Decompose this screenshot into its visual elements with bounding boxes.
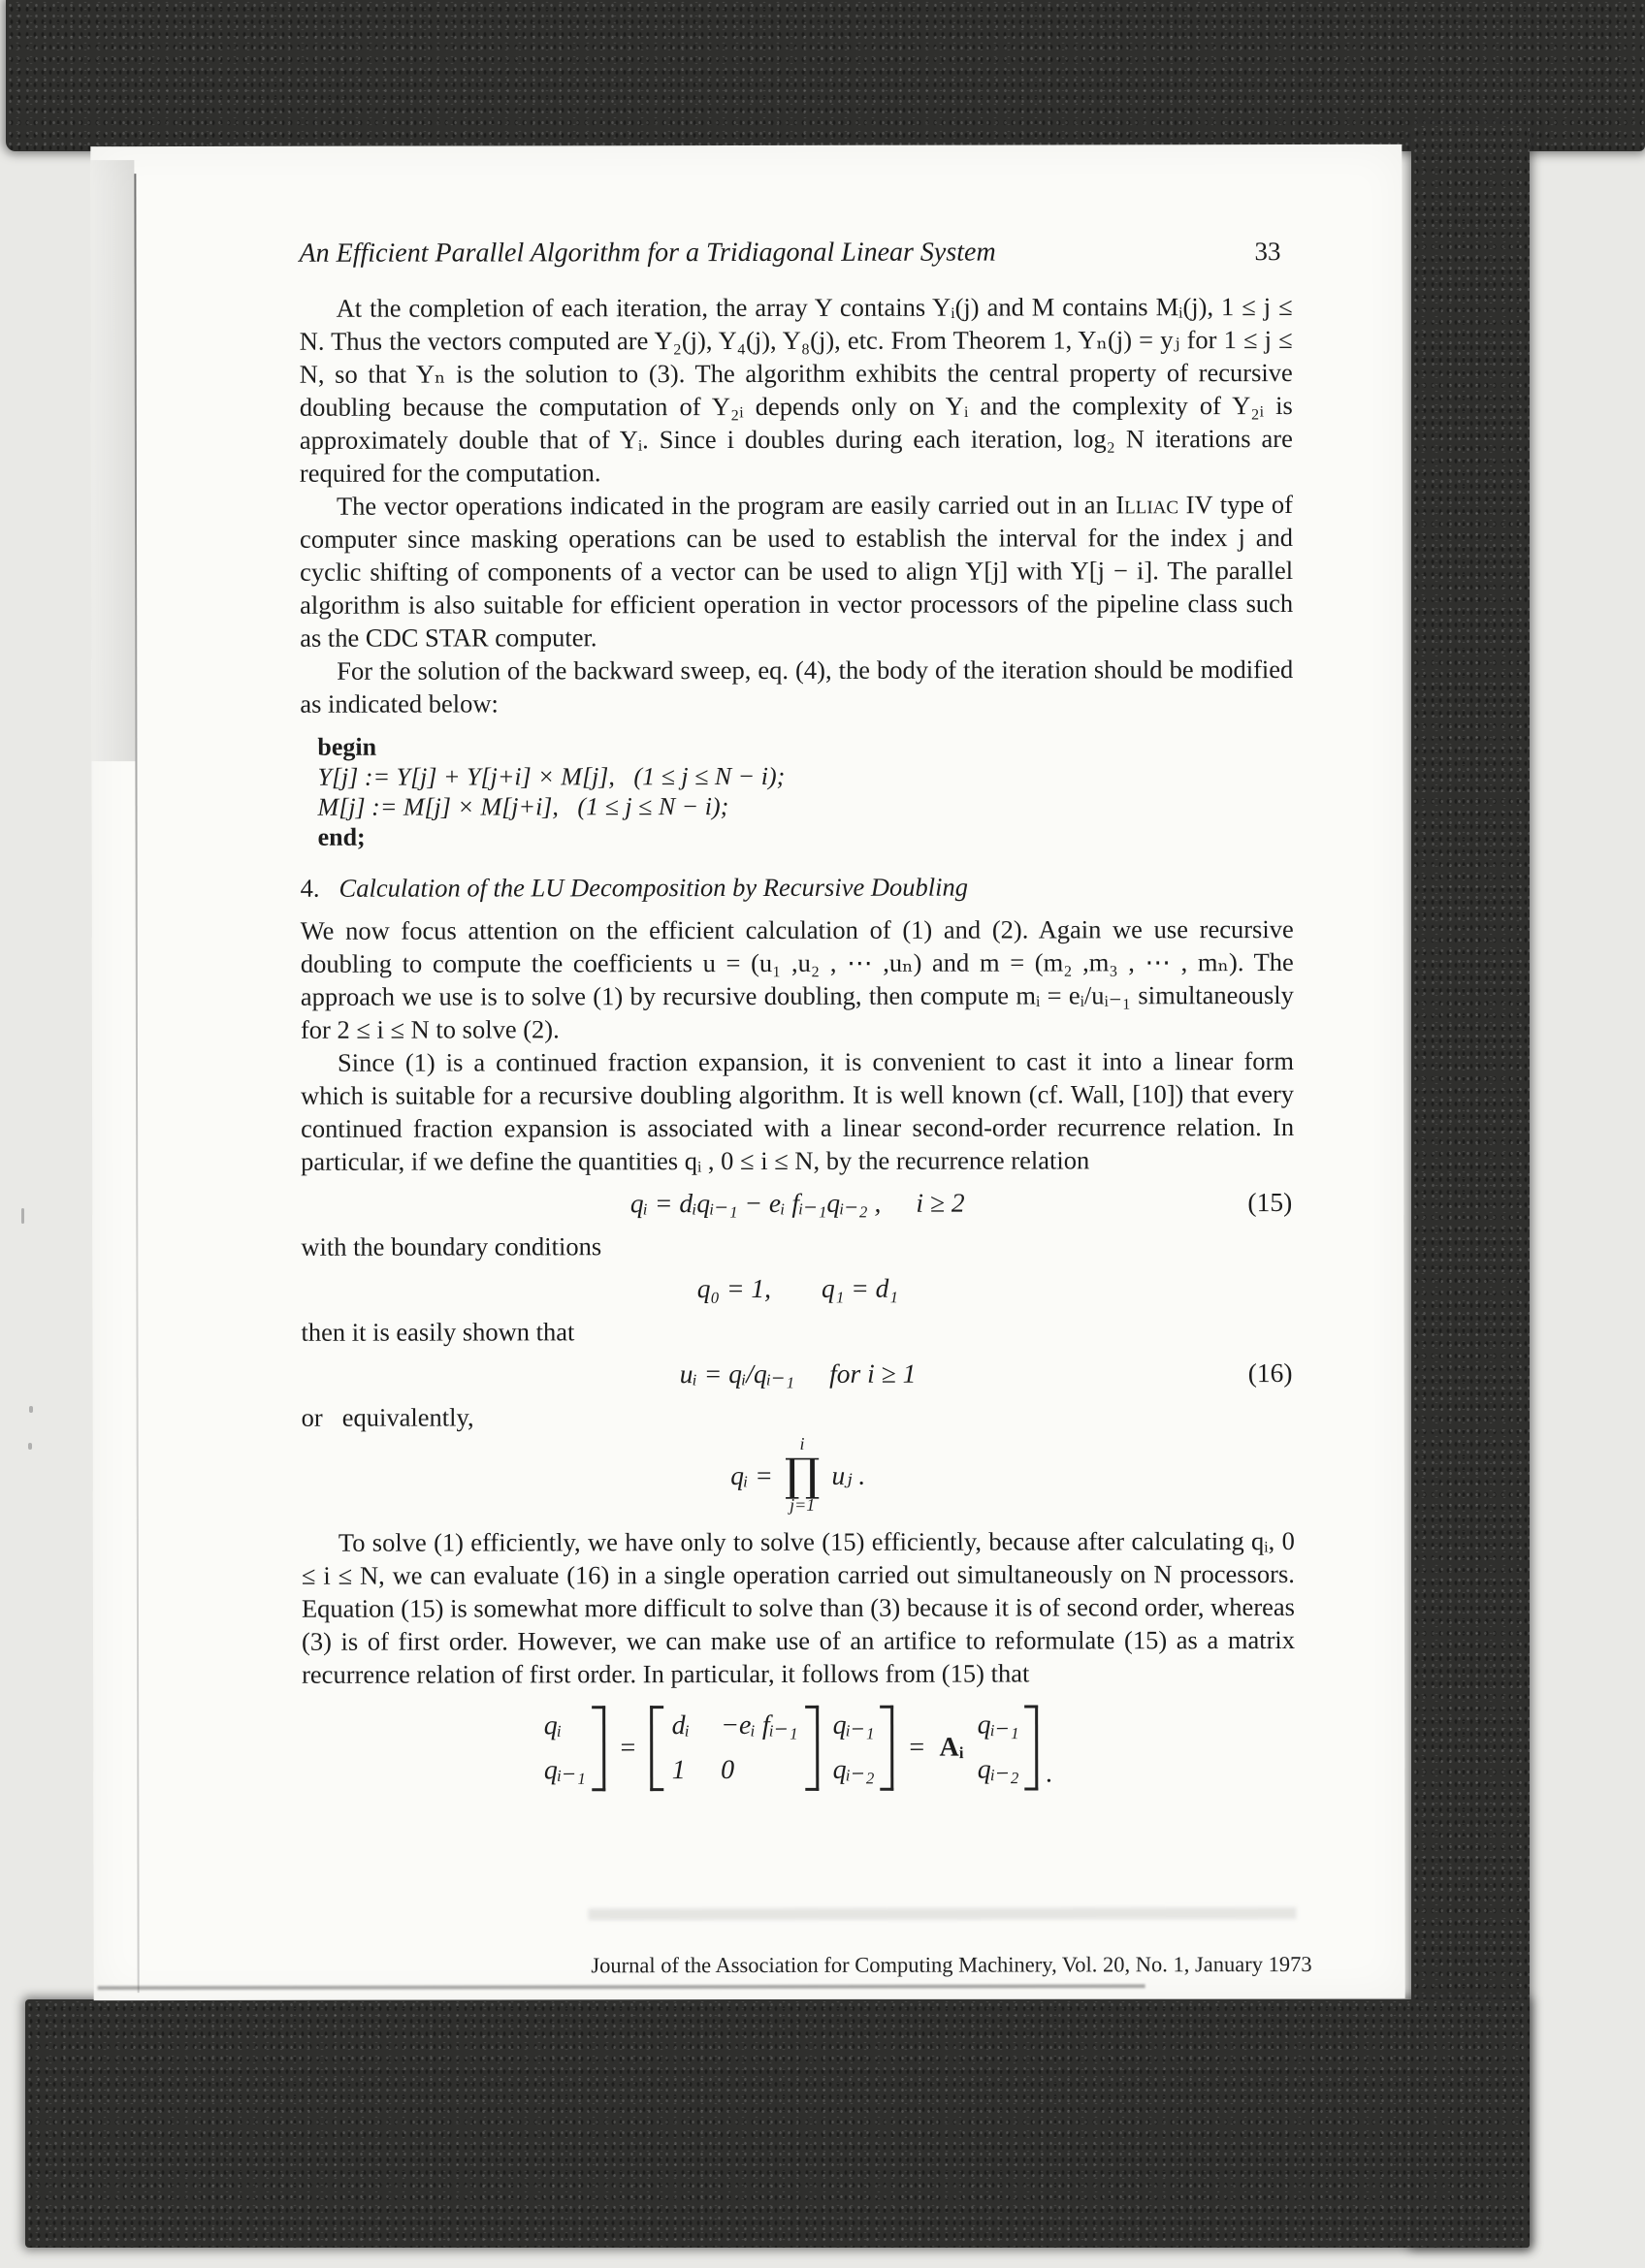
equation-15-condition: i ≥ 2 [916,1187,965,1218]
paragraph-iteration: At the completion of each iteration, the array Y contains Yᵢ(j) and M contains Mᵢ(j), 1 ≤ j ≤ N. Thus the vectors computed are Y₂(j), Y₄(j), Y₈(j), etc. From Theorem 1, Yₙ(j) = yⱼ for 1 ≤ j ≤ N, so that Yₙ is the solution to (3). The algorithm exhibits the central property of recursive doubling because the computation of Y₂ᵢ depends only on Yᵢ and the complexity of Y₂ᵢ is approximately double that of Yᵢ. Since i doubles during each iteration, log₂ N iterations are required for the computation. [299,292,1293,488]
left-bracket [651,1706,664,1791]
code-end: end; [317,822,366,851]
paragraph-solve-efficiently: To solve (1) efficiently, we have only to solve (15) efficiently, because after calculating qᵢ, 0 ≤ i ≤ N, we can evaluate (16) in a single operation carried out simultaneously on N processors. Equation (15) is somewhat more difficult to solve than (3) because it is of second order, whereas (3) is of first order. However, we can make use of an artifice to reformulate (15) as a matrix recurrence relation of first order. In particular, it follows from (15) that [301,1526,1296,1690]
paragraph-backward-sweep: For the solution of the backward sweep, eq. (4), the body of the iteration should be modified as indicated below: [300,655,1294,719]
vector-qi-1 [833,1706,894,1791]
code-line-y: Y[j] := Y[j] + Y[j+i] × M[j], (1 ≤ j ≤ N − i); [317,761,786,791]
equals-sign: = [618,1733,637,1764]
running-header [299,235,1292,271]
equiv-word: equivalently, [341,1402,474,1432]
boundary-conditions-intro: with the boundary conditions [301,1231,602,1262]
scan-artifact-dot [28,1443,32,1450]
boundary-conditions-equation [301,1271,1294,1306]
paragraph-illiac-pre: The vector operations indicated in the program are easily carried out in an [336,490,1116,521]
matrix-a-symbol: Aᵢ [939,1732,964,1763]
running-head-title: An Efficient Parallel Algorithm for a Tridiagonal Linear System [299,237,996,269]
scan-artifact-scuff-line [98,1984,1145,1990]
matrix-d: dᵢ [671,1710,691,1741]
vector-qi-2 [978,1706,1039,1791]
product-rhs: uⱼ . [831,1459,866,1490]
page-fold-line [134,174,139,1993]
matrix-one: 1 [671,1755,686,1786]
equation-16-body: uᵢ = qᵢ/qᵢ₋₁ [679,1358,795,1390]
equivalently-intro [302,1399,1295,1434]
section-heading [301,870,1294,905]
equation-period: . [1046,1758,1053,1789]
right-bracket [592,1707,605,1792]
code-block [317,730,1293,852]
equation-16-condition: for i ≥ 1 [829,1358,917,1389]
right-bracket [806,1706,820,1791]
equation-16-label: (16) [1247,1358,1293,1389]
paragraph-focus: We now focus attention on the efficient calculation of (1) and (2). Again we use recursive doubling to compute the coefficients u = (u₁ ,u₂ , ⋯ ,uₙ) and m = (m₂ ,m₃ , ⋯ , mₙ). The approach we use is to solve (1) by recursive doubling, then compute mᵢ = eᵢ/uᵢ₋₁ simultaneously for 2 ≤ i ≤ N to solve (2). [300,914,1294,1044]
product-lower-limit: j=1 [790,1495,816,1516]
code-begin: begin [317,732,377,761]
section-title: Calculation of the LU Decomposition by Recursive Doubling [339,872,968,903]
right-bracket [880,1706,893,1791]
vector-qi1-top: qᵢ₋₁ [832,1710,875,1741]
vector-qi [544,1707,605,1792]
scan-border-top [6,0,1645,151]
product-symbol-icon: ∏ [784,1448,821,1501]
boundary-q0: q₀ = 1, [696,1272,772,1304]
right-bracket [1025,1706,1039,1791]
vector-qi-bottom: qᵢ₋₁ [543,1755,586,1786]
product-operator [785,1435,821,1516]
paper-page [90,144,1404,2000]
paragraph-continued-fraction: Since (1) is a continued fraction expansion, it is convenient to cast it into a linear form which is suitable for a recursive doubling algorithm. It is well known (cf. Wall, [10]) that every continued fraction expansion is associated with a linear second-order recurrence relation. In particular, if we define the quantities qᵢ , 0 ≤ i ≤ N, by the recurrence relation [301,1046,1295,1176]
equation-16 [302,1357,1295,1391]
page-fold-shadow [90,160,135,761]
scan-artifact-tick [21,1208,24,1224]
equation-15 [301,1186,1294,1221]
equation-15-label: (15) [1247,1187,1293,1218]
code-line-m: M[j] := M[j] × M[j+i], (1 ≤ j ≤ N − i); [317,792,729,821]
scan-border-right [1411,124,1530,2248]
product-lhs: qᵢ = [730,1459,773,1490]
section-number: 4. [300,873,320,903]
vector-qi1-bottom: qᵢ₋₂ [832,1755,875,1786]
paragraph-illiac [300,488,1293,655]
journal-footer: Journal of the Association for Computing Machinery, Vol. 20, No. 1, January 1973 [591,1951,1312,1978]
vector-qi2-top: qᵢ₋₁ [977,1709,1019,1741]
illiac-smallcaps: Illiac [1115,490,1179,520]
page-content [299,235,1295,1792]
equals-sign: = [907,1732,926,1763]
scan-artifact-dot [29,1406,33,1413]
vector-qi2-bottom: qᵢ₋₂ [977,1754,1019,1785]
vector-qi-top: qᵢ [543,1710,563,1741]
scan-artifact-smudge [589,1907,1297,1920]
boundary-q1: q₁ = d₁ [822,1272,899,1303]
matrix-zero: 0 [721,1755,735,1786]
coefficient-matrix [651,1706,820,1791]
paragraph-illiac-post: IV type of computer since masking operations can be used to establish the interval for the index j and cyclic shifting of components of a vector can be used to align Y[j] with Y[j − i]. The parallel algorithm is also suitable for efficient operation in vector processors of the pipeline class such as the CDC STAR computer. [300,490,1294,653]
scan-border-bottom [25,1999,1530,2248]
page-number: 33 [1254,237,1281,267]
matrix-equation [302,1705,1295,1792]
product-equation [302,1434,1295,1517]
equation-15-body: qᵢ = dᵢqᵢ₋₁ − eᵢ fᵢ₋₁qᵢ₋₂ , [629,1187,882,1219]
matrix-ef: −eᵢ fᵢ₋₁ [721,1710,798,1741]
shown-intro: then it is easily shown that [301,1317,575,1347]
equiv-or: or [301,1402,323,1432]
product-upper-limit: i [799,1433,805,1453]
